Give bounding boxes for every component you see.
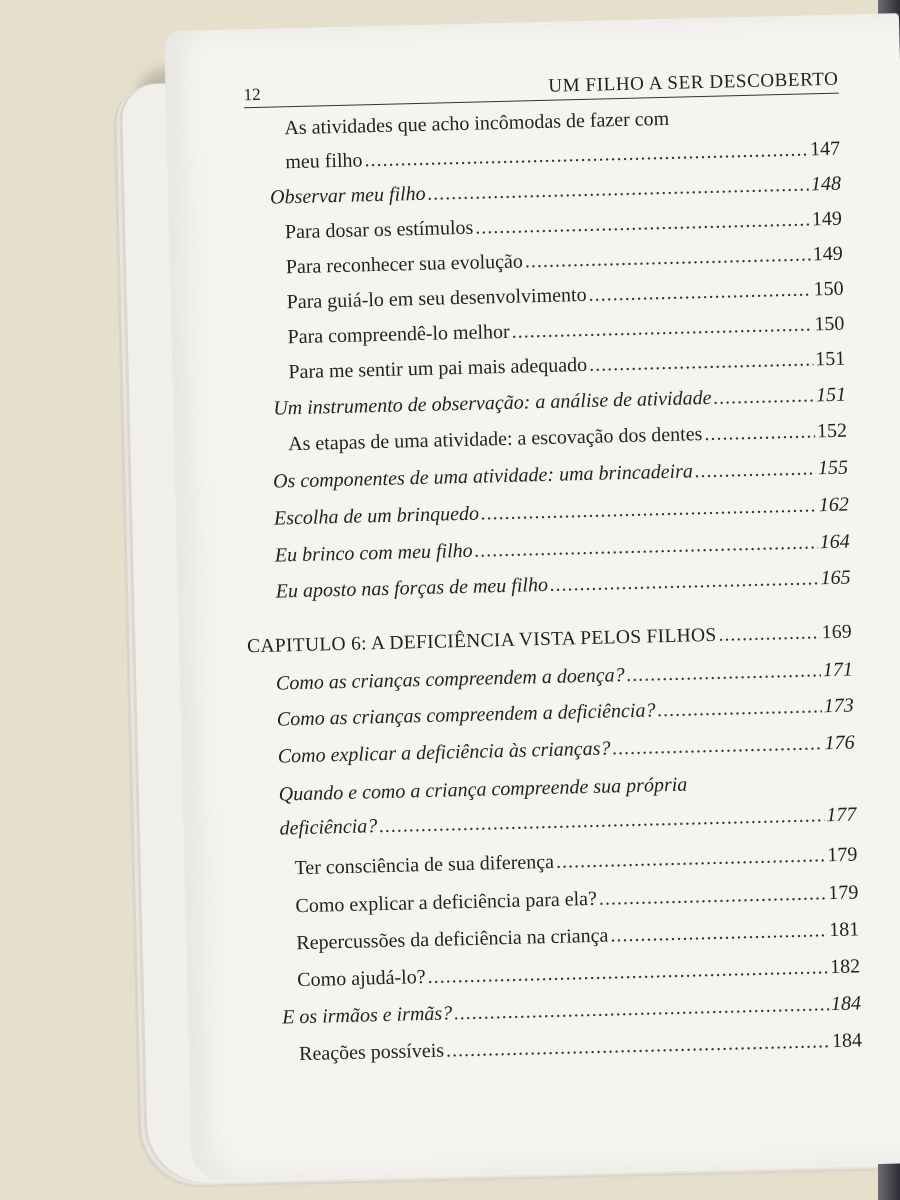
toc-entry-title: Ter consciência de sua diferença	[294, 850, 555, 880]
toc-leader-dots	[525, 242, 811, 273]
toc-entry-title: E os irmãos e irmãs?	[281, 1002, 453, 1029]
toc-entry	[287, 312, 844, 350]
toc-entry-title: Para guiá-lo em seu desenvolvimento	[286, 283, 587, 314]
toc-page-number: 155	[817, 456, 849, 480]
toc-page-number: 179	[828, 881, 859, 905]
toc-entry	[285, 137, 840, 175]
toc-page-number: 164	[819, 530, 851, 554]
toc-entry	[275, 566, 850, 604]
toc-leader-dots	[626, 658, 821, 687]
toc-entry-title: As etapas de uma atividade: a escovação dos dentes	[287, 423, 703, 456]
toc-page-number: 162	[818, 493, 850, 517]
toc-entry	[270, 172, 841, 210]
toc-entry	[276, 658, 853, 696]
page-number: 12	[243, 84, 261, 105]
toc-page-number: 184	[830, 992, 862, 1016]
toc-entry-title: Escolha de um brinquedo	[273, 502, 480, 530]
toc-leader-dots	[550, 566, 819, 597]
toc-leader-dots	[695, 456, 817, 483]
toc-entry-title: Reações possíveis	[298, 1039, 445, 1066]
toc-entry	[285, 207, 842, 245]
toc-page-number: 150	[814, 312, 845, 336]
toc-leader-dots	[610, 918, 827, 947]
toc-leader-dots	[704, 419, 815, 446]
toc-page-number: 173	[823, 694, 855, 718]
table-of-contents	[164, 13, 900, 1181]
toc-leader-dots	[474, 530, 818, 562]
toc-leader-dots	[446, 1029, 830, 1062]
toc-entry-title: Para reconhecer sua evolução	[285, 250, 524, 279]
toc-entry	[288, 419, 847, 457]
toc-page-number: 147	[809, 137, 841, 161]
book-page	[164, 13, 900, 1181]
toc-entry-title: Um instrumento de observação: a análise de atividade	[273, 386, 712, 420]
toc-page-number: 169	[821, 621, 853, 644]
toc-leader-dots	[657, 694, 822, 722]
toc-page-number: 184	[831, 1029, 863, 1053]
toc-leader-dots	[379, 803, 825, 838]
toc-leader-dots	[475, 207, 810, 239]
toc-page-number: 151	[815, 383, 847, 407]
toc-entry-title: meu filho	[285, 149, 363, 174]
toc-leader-dots	[481, 493, 818, 525]
toc-leader-dots	[713, 383, 814, 409]
toc-page-number: 181	[828, 918, 860, 942]
toc-entry-title: Como as crianças compreendem a deficiência?	[276, 699, 656, 731]
toc-leader-dots	[718, 621, 820, 647]
toc-leader-dots	[427, 955, 828, 989]
toc-page-number: 177	[826, 803, 857, 827]
toc-entry	[282, 991, 861, 1029]
toc-leader-dots	[588, 277, 812, 306]
toc-entry	[295, 880, 858, 918]
toc-leader-dots	[511, 312, 812, 343]
toc-entry-title: Como as crianças compreendem a doença?	[275, 664, 625, 695]
toc-leader-dots	[599, 881, 827, 911]
toc-entry-title: Para dosar os estímulos	[284, 216, 474, 244]
toc-page-number: 152	[816, 419, 848, 443]
toc-entry	[299, 1028, 862, 1066]
toc-entry-title: Como explicar a deficiência às crianças?	[277, 737, 611, 768]
toc-entry	[286, 242, 843, 280]
toc-entry-title: Observar meu filho	[269, 182, 426, 209]
toc-entry	[294, 842, 857, 880]
toc-page-number: 148	[810, 172, 842, 196]
toc-entry-title: Eu aposto nas forças de meu filho	[275, 573, 549, 603]
toc-entry-title: Repercussões da deficiência na criança	[296, 924, 609, 955]
toc-leader-dots	[589, 347, 814, 376]
toc-entry-line: As atividades que acho incômodas de fazer com	[284, 107, 670, 140]
toc-page-number: 171	[822, 658, 854, 682]
toc-entry	[296, 917, 859, 955]
toc-leader-dots	[612, 731, 823, 760]
toc-entry-title: Para me sentir um pai mais adequado	[288, 353, 588, 384]
toc-entry-line: Quando e como a criança compreende sua própria	[278, 773, 688, 806]
toc-page-number: 150	[813, 277, 844, 301]
toc-leader-dots	[364, 137, 808, 172]
toc-page-number: 165	[820, 566, 851, 590]
toc-entry	[275, 530, 850, 568]
toc-entry-title: deficiência?	[279, 815, 378, 840]
toc-entry	[273, 383, 846, 421]
toc-entry	[273, 456, 848, 494]
toc-page-number: 179	[827, 843, 858, 867]
toc-chapter-heading	[247, 621, 852, 660]
toc-leader-dots	[556, 843, 826, 874]
toc-entry-title: Como explicar a deficiência para ela?	[295, 887, 598, 918]
toc-page-number: 149	[812, 242, 843, 266]
toc-entry	[279, 802, 856, 840]
toc-page-number: 151	[815, 347, 846, 371]
toc-entry	[297, 954, 860, 992]
toc-leader-dots	[427, 172, 809, 205]
toc-entry	[277, 694, 854, 732]
toc-entry-title: Os componentes de uma atividade: uma brincadeira	[272, 460, 694, 493]
toc-entry	[286, 277, 843, 315]
toc-entry-title: CAPITULO 6: A DEFICIÊNCIA VISTA PELOS FILHOS	[246, 624, 717, 658]
toc-entry-title: Como ajudá-lo?	[297, 966, 426, 992]
toc-page-number: 176	[824, 731, 855, 755]
toc-entry-title: Eu brinco com meu filho	[274, 539, 473, 567]
toc-leader-dots	[454, 992, 829, 1025]
toc-entry	[278, 730, 855, 768]
toc-entry-title: Para compreendê-lo melhor	[287, 320, 510, 349]
toc-page-number: 149	[811, 207, 843, 231]
toc-page-number: 182	[829, 955, 861, 979]
toc-entry	[288, 347, 845, 385]
toc-entry	[274, 493, 849, 531]
running-title: UM FILHO A SER DESCOBERTO	[548, 68, 839, 97]
